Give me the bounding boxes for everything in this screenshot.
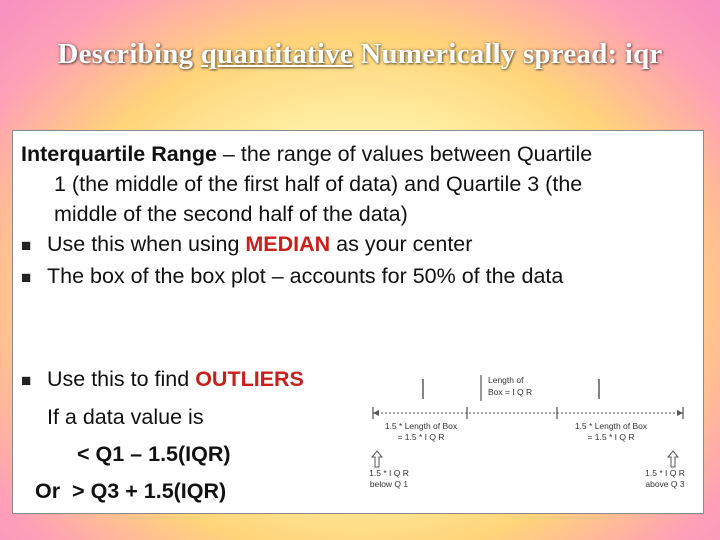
box-label-1: Length of <box>488 375 524 385</box>
left-bottom-2: below Q 1 <box>369 479 409 489</box>
right-bottom-2: above Q 3 <box>645 479 685 489</box>
slide-title <box>0 38 720 71</box>
content-box <box>12 130 704 514</box>
outlier-block <box>21 361 361 510</box>
definition-line-3: middle of the second half of the data) <box>54 202 408 226</box>
lower-fence-rule: < Q1 – 1.5(IQR) <box>77 442 231 466</box>
right-label-1: 1.5 * Length of Box <box>574 421 648 431</box>
arrowhead-right <box>677 410 683 416</box>
arrowhead-left <box>373 410 379 416</box>
if-line: If a data value is <box>47 405 204 429</box>
left-bottom-1: 1.5 * I Q R <box>369 468 409 478</box>
left-label-1: 1.5 * Length of Box <box>384 421 458 431</box>
definition-line-2: 1 (the middle of the first half of data) and Quartile 3 (the <box>54 172 583 196</box>
bullet-median: ■ Use this when using MEDIAN as your center <box>21 229 701 261</box>
outliers-highlight: OUTLIERS <box>195 367 304 391</box>
definition-block <box>21 139 701 293</box>
square-bullet-icon: ■ <box>21 268 32 287</box>
title-part-2: quantitative <box>200 38 353 70</box>
box-label-2: Box = I Q R <box>488 387 533 397</box>
square-bullet-icon: ■ <box>21 371 32 390</box>
right-label-2: = 1.5 * I Q R <box>587 432 635 442</box>
bullet-outliers: ■ Use this to find OUTLIERS <box>21 361 361 399</box>
up-arrow-left-icon <box>372 451 382 467</box>
term-label: Interquartile Range <box>21 142 217 166</box>
outlier-fence-diagram <box>353 363 699 493</box>
right-bottom-1: 1.5 * I Q R <box>645 468 685 478</box>
title-part-3: Numerically spread: iqr <box>360 38 663 70</box>
left-label-2: = 1.5 * I Q R <box>397 432 445 442</box>
definition-text-1: – the range of values between Quartile <box>216 142 593 166</box>
bullet-box-plot: ■ The box of the box plot – accounts for 50% of the data <box>21 261 701 293</box>
title-part-1: Describing <box>57 38 194 70</box>
up-arrow-right-icon <box>668 451 678 467</box>
median-highlight: MEDIAN <box>245 232 331 256</box>
definition-line-1 <box>21 139 701 169</box>
upper-fence-rule: Or > Q3 + 1.5(IQR) <box>35 479 227 503</box>
square-bullet-icon: ■ <box>21 236 32 255</box>
